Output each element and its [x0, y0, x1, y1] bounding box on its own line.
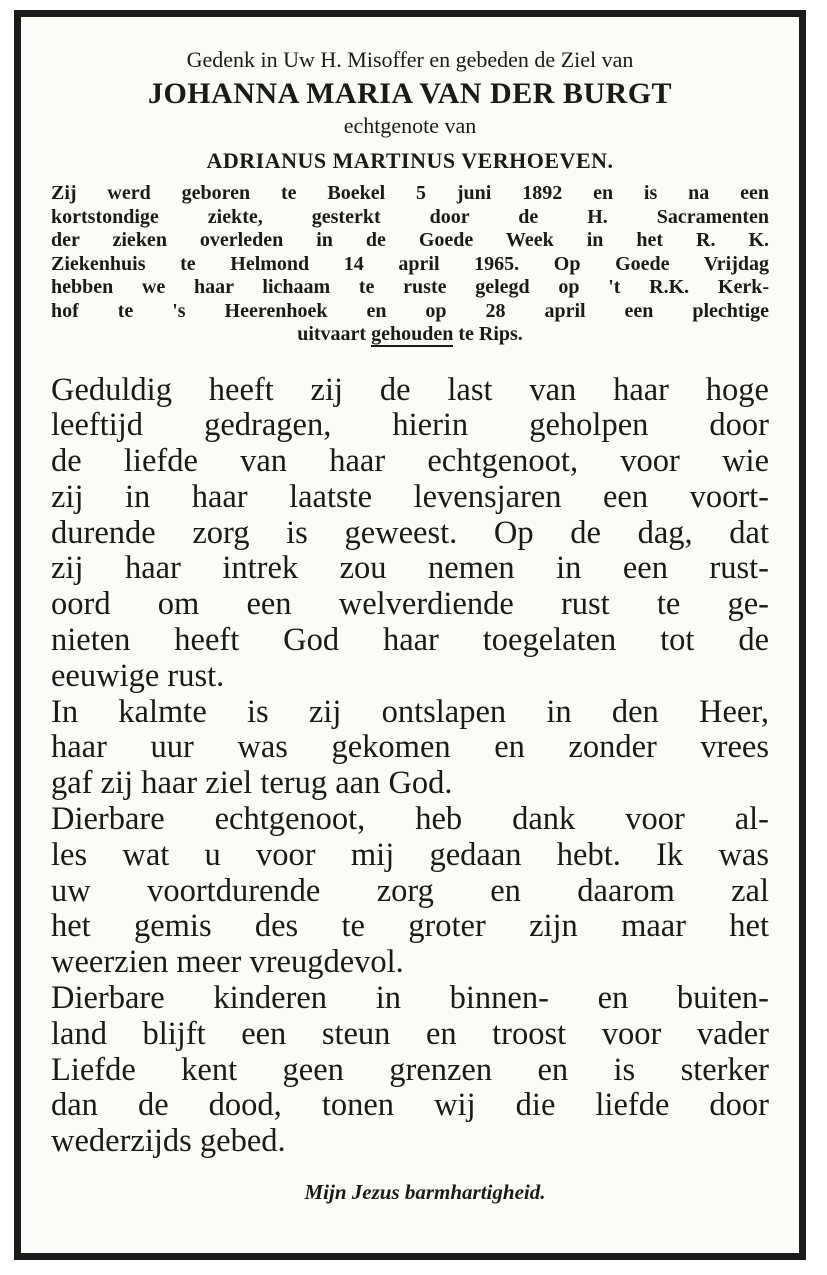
memorial-text — [51, 373, 769, 1161]
text-line: uw voortdurende zorg en daarom zal — [51, 872, 769, 909]
text-line: Geduldig heeft zij de last van haar hoge — [51, 371, 769, 408]
text-line: Liefde kent geen grenzen en is sterker — [51, 1051, 769, 1088]
bio-line: hebben we haar lichaam te ruste gelegd op 't R.K. Kerk- — [51, 276, 769, 298]
text-line: nieten heeft God haar toegelaten tot de — [51, 622, 769, 659]
spouse-name: ADRIANUS MARTINUS VERHOEVEN. — [206, 148, 614, 173]
biography — [51, 182, 769, 347]
text-line: land blijft een steun en troost voor vader — [51, 1015, 769, 1052]
bio-line: kortstondige ziekte, gesterkt door de H. Sacramenten — [51, 205, 769, 228]
closing-prayer: Mijn Jezus barmhartigheid. — [304, 1180, 546, 1205]
intro-line: Gedenk in Uw H. Misoffer en gebeden de Ziel van — [186, 47, 634, 72]
text-line: wederzijds gebed. — [51, 1123, 286, 1160]
bio-line: hof te 's Heerenhoek en op 28 april een plechtige — [51, 299, 769, 322]
spouse-role: echtgenote van — [343, 113, 477, 138]
text-line: oord om een welverdiende rust te ge- — [51, 586, 769, 623]
bio-last-line-start: uitvaart — [297, 323, 372, 345]
card-content — [51, 45, 769, 1233]
deceased-name: JOHANNA MARIA VAN DER BURGT — [147, 77, 673, 110]
memorial-card — [14, 10, 806, 1260]
text-line: Dierbare kinderen in binnen- en buiten- — [51, 980, 769, 1017]
text-line: leeftijd gedragen, hierin geholpen door — [51, 407, 769, 444]
text-line: weerzien meer vreugdevol. — [51, 944, 404, 981]
text-line: dan de dood, tonen wij die liefde door — [51, 1087, 769, 1124]
text-line: In kalmte is zij ontslapen in den Heer, — [51, 693, 769, 730]
text-line: Dierbare echtgenoot, heb dank voor al- — [51, 801, 769, 838]
text-line: les wat u voor mij gedaan hebt. Ik was — [51, 836, 769, 873]
text-line: zij in haar laatste levensjaren een voort- — [51, 478, 769, 515]
bio-line: Zij werd geboren te Boekel 5 juni 1892 en is na een — [51, 182, 769, 204]
text-line: haar uur was gekomen en zonder vrees — [51, 729, 769, 766]
text-line: de liefde van haar echtgenoot, voor wie — [51, 443, 769, 480]
text-line: het gemis des te groter zijn maar het — [51, 908, 769, 945]
text-line: eeuwige rust. — [51, 657, 225, 694]
text-line: durende zorg is geweest. Op de dag, dat — [51, 514, 769, 551]
bio-last-line — [51, 323, 769, 347]
text-line: zij haar intrek zou nemen in een rust- — [51, 550, 769, 587]
underlined-word: gehouden — [371, 323, 454, 345]
bio-line: der zieken overleden in de Goede Week in het R. K. — [51, 229, 769, 251]
bio-line: Ziekenhuis te Helmond 14 april 1965. Op Goede Vrijdag — [51, 252, 769, 275]
bio-last-line-end: te Rips. — [453, 323, 523, 345]
text-line: gaf zij haar ziel terug aan God. — [51, 765, 453, 802]
